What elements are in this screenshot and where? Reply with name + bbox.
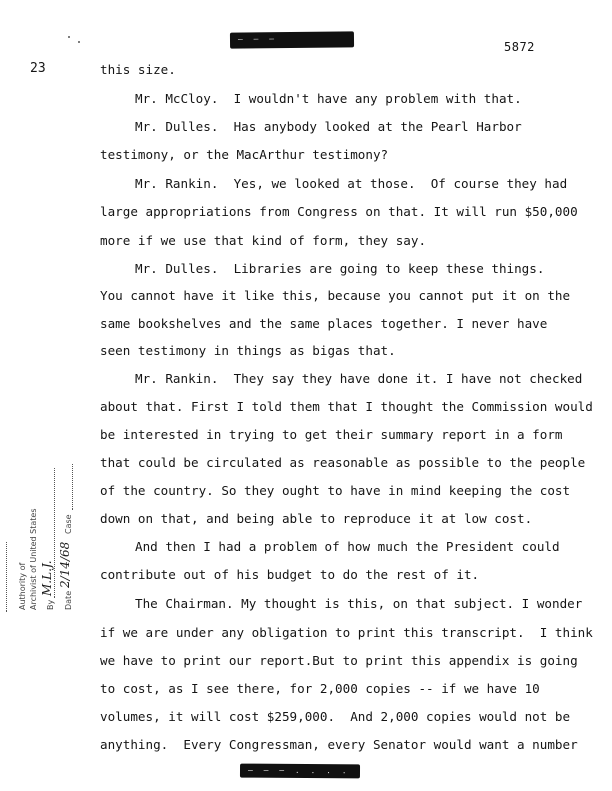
transcript-line-number: 23 bbox=[30, 61, 46, 76]
page-number: 5872 bbox=[504, 40, 535, 54]
stamp-archivist-line: Archivist of United States bbox=[29, 508, 38, 610]
text-line: Mr. Dulles. Has anybody looked at the Pearl Harbor bbox=[135, 119, 522, 134]
stamp-date-label: Date bbox=[64, 590, 73, 610]
text-line: Mr. Rankin. They say they have done it. I have not checked bbox=[135, 371, 583, 386]
text-line: of the country. So they ought to have in mind keeping the cost bbox=[100, 483, 571, 498]
text-line: testimony, or the MacArthur testimony? bbox=[100, 147, 389, 162]
text-line: more if we use that kind of form, they say. bbox=[100, 233, 427, 248]
text-line: we have to print our report.But to print this appendix is going bbox=[100, 653, 578, 668]
text-line: anything. Every Congressman, every Senator would want a number bbox=[100, 737, 578, 752]
text-line: same bookshelves and the same places together. I never have bbox=[100, 316, 548, 331]
text-line: this size. bbox=[100, 62, 176, 77]
text-line: You cannot have it like this, because you cannot put it on the bbox=[100, 288, 571, 303]
text-line: if we are under any obligation to print this transcript. I think bbox=[100, 625, 593, 640]
text-line: about that. First I told them that I thought the Commission would bbox=[100, 399, 593, 414]
text-line: down on that, and being able to reproduce it at low cost. bbox=[100, 511, 533, 526]
text-line: to cost, as I see there, for 2,000 copies -- if we have 10 bbox=[100, 681, 540, 696]
text-line: Mr. Rankin. Yes, we looked at those. Of course they had bbox=[135, 176, 568, 191]
redaction-top-text: — — — bbox=[237, 34, 278, 44]
text-line: seen testimony in things as bigas that. bbox=[100, 343, 396, 358]
stamp-rule bbox=[6, 542, 7, 612]
text-line: Mr. McCloy. I wouldn't have any problem with that. bbox=[135, 91, 522, 106]
text-line: large appropriations from Congress on that. It will run $50,000 bbox=[100, 204, 578, 219]
text-line: that could be circulated as reasonable as possible to the people bbox=[100, 455, 586, 470]
stamp-date-value: 2/14/68 bbox=[58, 541, 72, 588]
stamp-authority-line: Authority of bbox=[18, 562, 27, 610]
text-line: And then I had a problem of how much the President could bbox=[135, 539, 560, 554]
scan-speck bbox=[78, 41, 80, 43]
stamp-by-label: By bbox=[46, 599, 55, 610]
stamp-case-label: Case bbox=[64, 514, 73, 534]
stamp-by-initials: M.L.J. bbox=[40, 560, 54, 596]
text-line: volumes, it will cost $259,000. And 2,000 copies would not be bbox=[100, 709, 571, 724]
declassification-stamp bbox=[0, 458, 90, 618]
stamp-rule bbox=[54, 468, 55, 598]
text-line: The Chairman. My thought is this, on that subject. I wonder bbox=[135, 596, 583, 611]
scan-speck bbox=[68, 36, 70, 38]
text-line: contribute out of his budget to do the rest of it. bbox=[100, 567, 480, 582]
redaction-bottom-text: — — — . . . . bbox=[247, 765, 350, 776]
text-line: Mr. Dulles. Libraries are going to keep these things. bbox=[135, 261, 545, 276]
stamp-rule bbox=[72, 464, 73, 510]
text-line: be interested in trying to get their summary report in a form bbox=[100, 427, 563, 442]
